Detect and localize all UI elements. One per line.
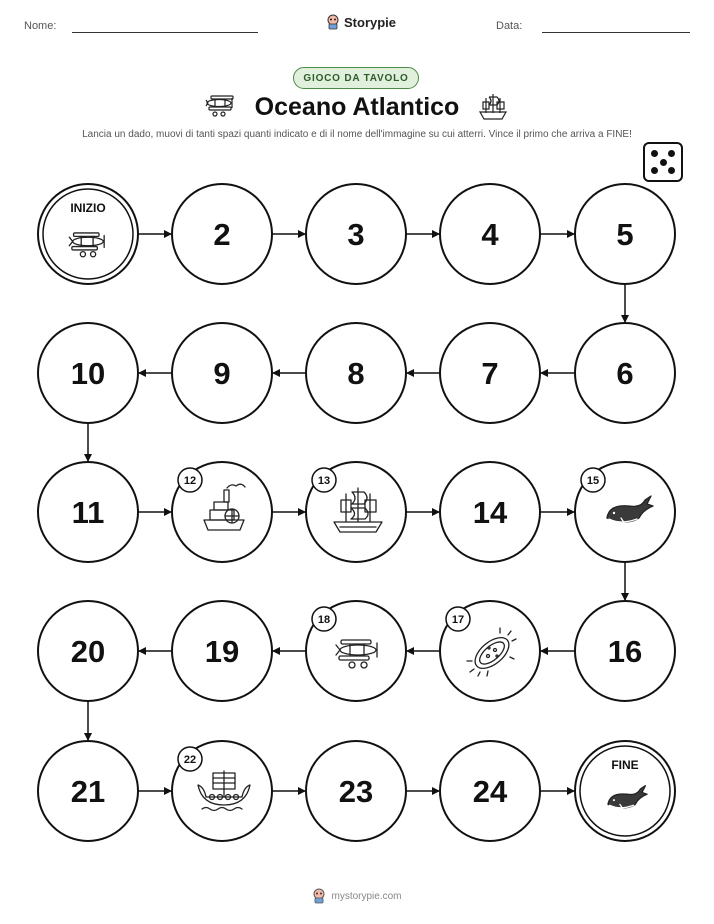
space-label: INIZIO bbox=[70, 201, 106, 215]
space-number: 17 bbox=[451, 614, 465, 626]
storypie-mascot-icon bbox=[312, 888, 326, 904]
space-number: 24 bbox=[472, 774, 508, 809]
board-space-3 bbox=[306, 184, 406, 284]
board-space-5 bbox=[575, 184, 675, 284]
board-space-24 bbox=[440, 741, 540, 841]
space-number: 16 bbox=[607, 634, 643, 669]
space-number: 10 bbox=[70, 356, 106, 391]
board-space-18 bbox=[306, 601, 406, 701]
start-space bbox=[38, 184, 138, 284]
board-space-6 bbox=[575, 323, 675, 423]
space-number: 18 bbox=[317, 614, 331, 626]
board-space-8 bbox=[306, 323, 406, 423]
space-number: 6 bbox=[616, 356, 634, 391]
space-number: 2 bbox=[213, 217, 231, 252]
space-number: 7 bbox=[481, 356, 499, 391]
board-space-20 bbox=[38, 601, 138, 701]
space-number: 12 bbox=[183, 475, 197, 487]
board-space-4 bbox=[440, 184, 540, 284]
board-space-17 bbox=[440, 601, 540, 701]
board-space-21 bbox=[38, 741, 138, 841]
board-space-2 bbox=[172, 184, 272, 284]
board-space-11 bbox=[38, 462, 138, 562]
space-circle bbox=[575, 741, 675, 841]
space-number: 4 bbox=[481, 217, 499, 252]
space-number: 3 bbox=[347, 217, 365, 252]
date-label: Data: bbox=[496, 20, 523, 32]
space-number: 22 bbox=[183, 754, 197, 766]
board-space-14 bbox=[440, 462, 540, 562]
space-number: 15 bbox=[586, 475, 600, 487]
board-space-15 bbox=[575, 462, 675, 562]
space-number: 21 bbox=[70, 774, 106, 809]
space-number: 19 bbox=[204, 634, 240, 669]
board-space-13 bbox=[306, 462, 406, 562]
footer-url: mystorypie.com bbox=[331, 890, 402, 902]
space-number: 9 bbox=[213, 356, 231, 391]
board-space-16 bbox=[575, 601, 675, 701]
board-space-22 bbox=[172, 741, 272, 841]
name-label: Nome: bbox=[24, 20, 57, 32]
space-number: 11 bbox=[71, 495, 105, 530]
finish-space bbox=[575, 741, 675, 841]
instructions-text: Lancia un dado, muovi di tanti spazi quanti indicato e di il nome dell'immagine su cui atterri. Vince il primo che arriva a FINE! bbox=[82, 129, 632, 140]
space-number: 13 bbox=[317, 475, 331, 487]
footer bbox=[0, 888, 714, 904]
brand-name: Storypie bbox=[344, 14, 397, 30]
space-number: 8 bbox=[347, 356, 365, 391]
board-space-19 bbox=[172, 601, 272, 701]
page-title: Oceano Atlantico bbox=[254, 93, 460, 121]
space-number: 14 bbox=[472, 495, 508, 530]
board-space-23 bbox=[306, 741, 406, 841]
category-badge: GIOCO DA TAVOLO bbox=[293, 67, 419, 89]
board-space-7 bbox=[440, 323, 540, 423]
board-space-9 bbox=[172, 323, 272, 423]
space-number: 23 bbox=[338, 774, 374, 809]
space-label: FINE bbox=[611, 758, 639, 772]
space-circle bbox=[38, 184, 138, 284]
board-space-12 bbox=[172, 462, 272, 562]
space-number: 5 bbox=[616, 217, 634, 252]
space-number: 20 bbox=[70, 634, 106, 669]
board-space-10 bbox=[38, 323, 138, 423]
